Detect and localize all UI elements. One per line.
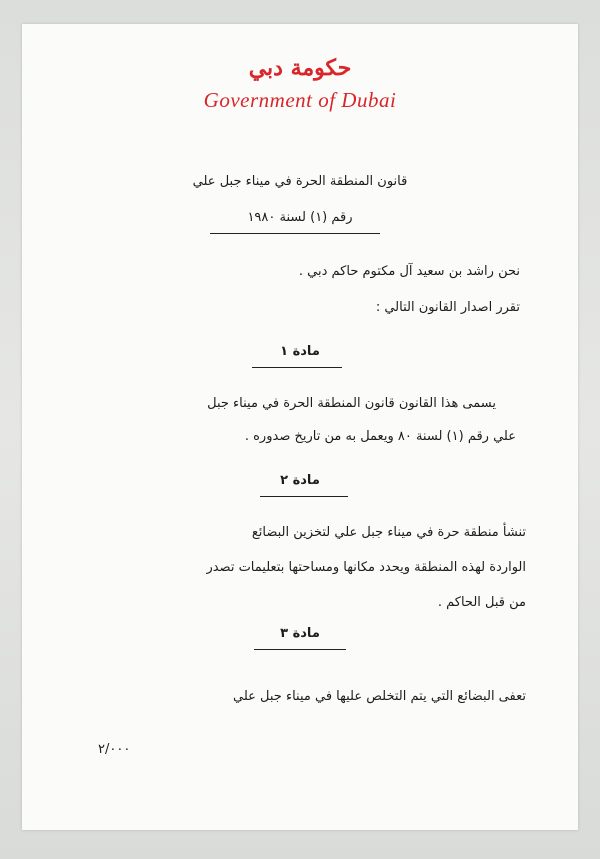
law-title: قانون المنطقة الحرة في ميناء جبل علي bbox=[192, 174, 408, 189]
article-2-line-1: تنشأ منطقة حرة في ميناء جبل علي لتخزين البضائع bbox=[251, 525, 526, 540]
article-3-heading: مادة ٣ bbox=[280, 626, 320, 641]
article-1-heading: مادة ١ bbox=[280, 344, 320, 359]
article-2-line-3: من قبل الحاكم . bbox=[437, 595, 526, 610]
article-2-heading: مادة ٢ bbox=[280, 473, 320, 488]
article-1-underline bbox=[252, 367, 342, 368]
article-1-line-2: علي رقم (١) لسنة ٨٠ ويعمل به من تاريخ صدوره . bbox=[244, 429, 516, 444]
article-2-underline bbox=[260, 496, 348, 497]
letterhead-english-title: Government of Dubai bbox=[203, 88, 397, 112]
preamble-line-1: نحن راشد بن سعيد آل مكتوم حاكم دبي . bbox=[298, 264, 520, 279]
page-number: ٢/٠٠٠ bbox=[98, 742, 131, 757]
law-number: رقم (١) لسنة ١٩٨٠ bbox=[247, 210, 353, 225]
preamble-line-2: تقرر اصدار القانون التالي : bbox=[375, 300, 520, 315]
letterhead-arabic-title: حكومة دبي bbox=[248, 55, 352, 81]
article-3-underline bbox=[254, 649, 346, 650]
document-page bbox=[22, 24, 578, 830]
title-underline bbox=[210, 233, 380, 234]
article-2-line-2: الواردة لهذه المنطقة ويحدد مكانها ومساحتها بتعليمات تصدر bbox=[206, 560, 526, 575]
article-3-line-1: تعفى البضائع التي يتم التخلص عليها في ميناء جبل علي bbox=[233, 689, 526, 704]
article-1-line-1: يسمى هذا القانون قانون المنطقة الحرة في ميناء جبل bbox=[207, 396, 496, 411]
